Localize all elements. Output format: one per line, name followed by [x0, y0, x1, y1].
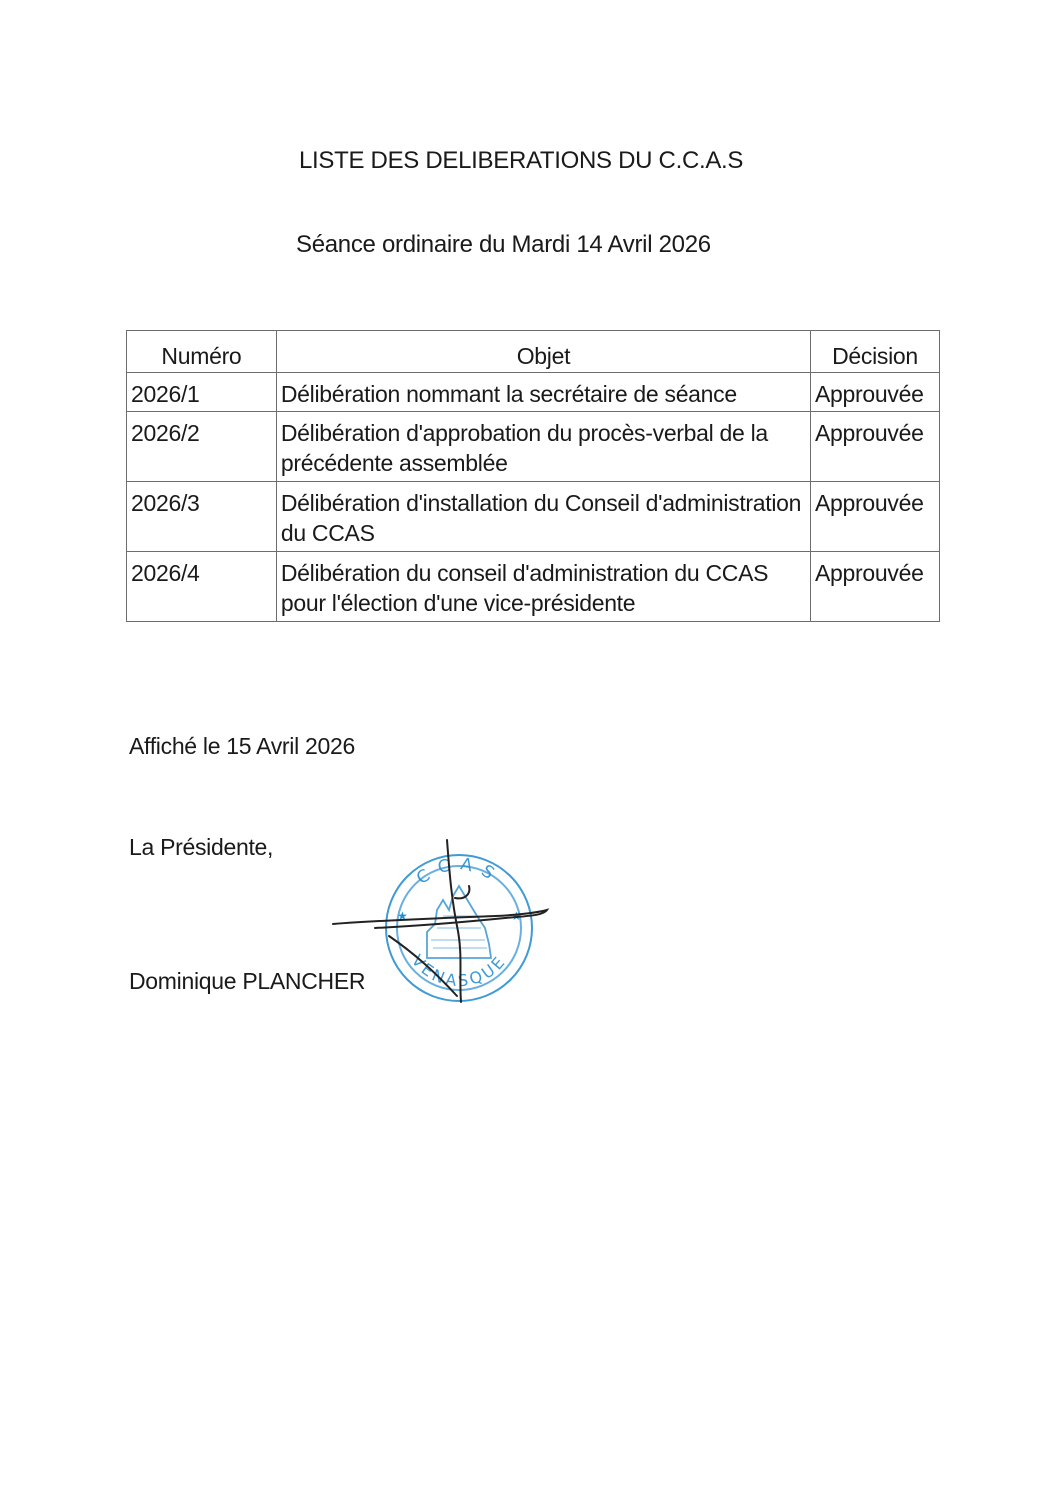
signature-title: La Présidente, — [129, 834, 274, 860]
cell-decision: Approuvée — [811, 482, 940, 552]
document-title: LISTE DES DELIBERATIONS DU C.C.A.S — [299, 147, 744, 174]
session-subtitle: Séance ordinaire du Mardi 14 Avril 2026 — [296, 231, 711, 258]
svg-text:VENASQUE — [408, 951, 510, 990]
table-header-row — [127, 331, 940, 373]
stamp-star-right-icon: ★ — [511, 909, 522, 923]
posting-date: Affiché le 15 Avril 2026 — [129, 733, 355, 759]
objet-line: du CCAS — [280, 520, 375, 546]
cell-decision: Approuvée — [811, 552, 940, 622]
cell-numero: 2026/4 — [127, 552, 277, 622]
deliberations-table — [126, 330, 940, 622]
table-row — [127, 552, 940, 622]
cell-objet — [276, 412, 810, 482]
header-decision: Décision — [811, 331, 940, 373]
signatory-name: Dominique PLANCHER — [129, 968, 366, 994]
stamp-star-left-icon: ★ — [397, 909, 408, 923]
objet-line: Délibération d'approbation du procès-verbal de la — [280, 420, 768, 446]
cell-numero: 2026/3 — [127, 482, 277, 552]
cell-numero: 2026/2 — [127, 412, 277, 482]
objet-line: précédente assemblée — [280, 450, 508, 476]
cell-objet — [276, 373, 810, 412]
cell-decision: Approuvée — [811, 373, 940, 412]
ccas-stamp-icon — [325, 836, 560, 1008]
stamp-and-signature — [325, 836, 560, 1008]
stamp-text-top: CCAS — [413, 854, 506, 889]
cell-decision: Approuvée — [811, 412, 940, 482]
table-row — [127, 373, 940, 412]
stamp-text-bottom: VENASQUE — [407, 951, 511, 991]
cell-objet — [276, 552, 810, 622]
header-objet: Objet — [276, 331, 810, 373]
cell-numero: 2026/1 — [127, 373, 277, 412]
svg-text:CCAS — [413, 854, 505, 889]
objet-line: Délibération du conseil d'administration du CCAS — [280, 560, 769, 586]
cell-objet — [276, 482, 810, 552]
objet-line: Délibération nommant la secrétaire de séance — [280, 381, 737, 407]
objet-line: pour l'élection d'une vice-présidente — [280, 590, 636, 616]
header-numero: Numéro — [127, 331, 277, 373]
table-row — [127, 482, 940, 552]
objet-line: Délibération d'installation du Conseil d'administration — [280, 490, 802, 516]
table-row — [127, 412, 940, 482]
